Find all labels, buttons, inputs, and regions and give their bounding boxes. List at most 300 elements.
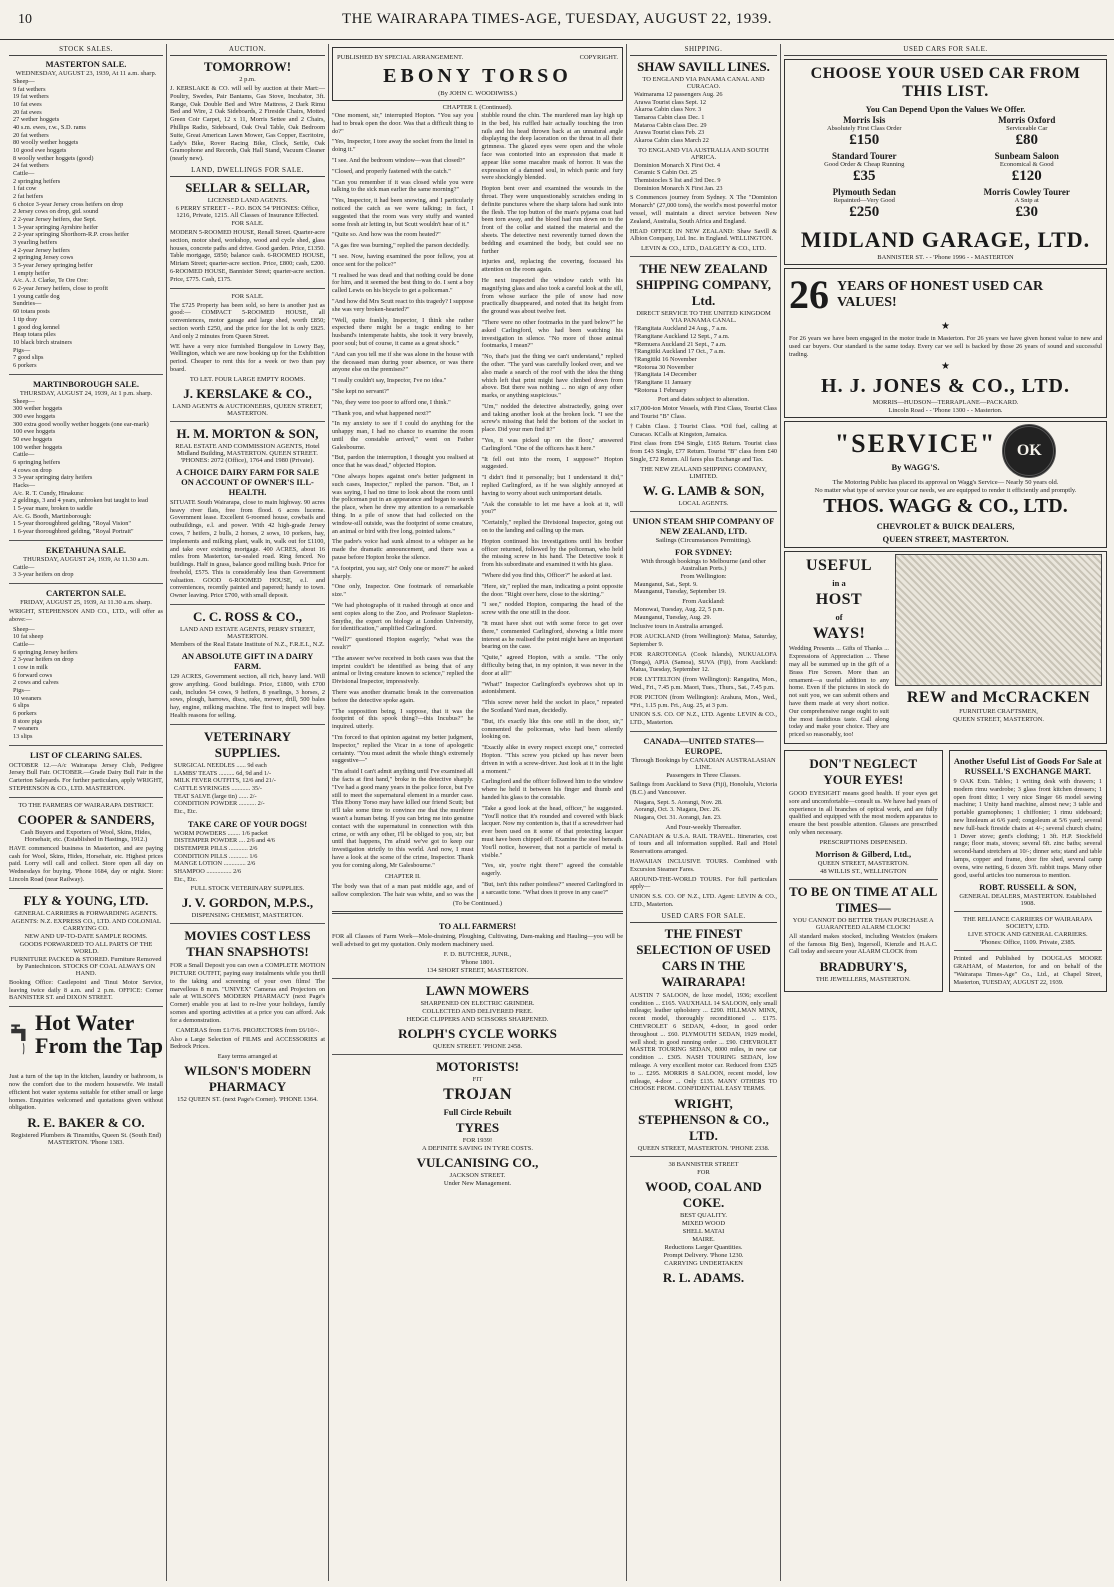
sailing-row: Waimarama 12 passengers Aug. 26 <box>634 91 723 98</box>
column-stock-sales <box>6 44 166 1581</box>
jones-title: H. J. JONES & CO., LTD. <box>821 375 1070 398</box>
nz-fares: First class from £94 Single, £165 Return. Tourist class from £43 Single, £77 Return. Tourist "B" class from £40 Single, £72 Return. All fares plus Exchange and Tax. <box>630 440 777 463</box>
list-item: 2 fat heifers <box>13 193 44 201</box>
list-item: 1 good dog kennel <box>13 323 60 331</box>
story-end: (To be Continued.) <box>452 900 503 908</box>
story-paragraph: "But, it's exactly like this one still in the door, sir," commented the policeman, who had been silently looking on. <box>481 717 623 741</box>
rew-title: REW and McCRACKEN <box>906 689 1091 707</box>
list-item: 2 2-year Jersey heifers, due Sept. <box>13 216 97 224</box>
nz-vessels: x17,000-ton Motor Vessels, with First Class, Tourist Class and Tourist "B" Class. <box>630 405 777 421</box>
list-item: 1 young cattle dog <box>13 292 60 300</box>
canada-sailings <box>634 799 777 822</box>
story-paragraph: "Exactly alike in every respect except one," corrected Hopton. "This screw you picked up has never been driven in with a screw-driver. Just look at it in the light a moment." <box>481 744 623 775</box>
sailing-row: Arawa Tourist class Sept. 12 <box>634 98 707 106</box>
car-description: Economical & Good <box>999 161 1054 168</box>
nz-sailings <box>634 325 777 394</box>
column-serial-story <box>328 44 626 1581</box>
car-item <box>789 187 940 221</box>
carterton-sale-date: FRIDAY, AUGUST 25, 1939, At 11.30 a.m. sharp. <box>20 598 152 606</box>
farmers-text: FOR all Classes of Farm Work—Mole-draining, Ploughing, Cultivating, Dam-making and Hauling—you will be well advised to get my quotation. Only modern machinery used. <box>332 933 623 949</box>
tomorrow-time: 2 p.m. <box>239 76 256 83</box>
story-paragraph: Carlingford and the officer followed him to the window where he held it between his finger and thumb and handed his glass to the constable. <box>481 778 623 801</box>
list-item: SURGICAL NEEDLES ...... 9d each <box>174 761 267 769</box>
car-item <box>789 115 940 149</box>
list-item: Heap totara piles <box>13 331 56 339</box>
list-item: 300 extra good woolly wether hoggets (one ear-mark) <box>13 420 149 428</box>
section-header: SHIPPING. <box>630 44 777 56</box>
story-paragraph: "But, pardon the interruption, I thought you realised at once that he was dead," objected Hopton. <box>332 454 474 470</box>
story-paragraph: "No, that's just the thing we can't understand," replied the other. "The yard was carefully looked over, and we also made a search of the roof with the idea the thing which left that print might have climbed down from above. But there was nothing ... no sign of any other marks, or anything suspicious." <box>481 353 623 400</box>
story-paragraph: "I see. Now, having examined the poor fellow, you at once sent for the police?" <box>332 252 474 268</box>
list-item: Etc., Etc. <box>174 875 198 883</box>
list-item: 50 ewe hoggets <box>13 435 53 443</box>
motorists-fit: FIT <box>472 1075 483 1083</box>
sailing-row: Arawa Tourist class Feb. 23 <box>634 129 705 137</box>
fly-agents: AGENTS: N.Z. EXPRESS CO., LTD. AND COLONIAL CARRYING CO. <box>11 917 161 932</box>
auckland-from: From Auckland: <box>682 598 725 606</box>
section-header: USED CARS FOR SALE. <box>784 44 1107 56</box>
eyes-firm: Morrison & Gilberd, Ltd., <box>815 848 912 859</box>
story-paragraph: "And how did Mrs Scutt react to this tragedy? I suppose she was very broken-hearted?" <box>332 297 474 313</box>
wright-sub: QUEEN STREET, MASTERTON. 'PHONE 2338. <box>637 1145 770 1153</box>
list-item: 3 3-year springing dairy heifers <box>13 474 93 482</box>
russell-title: Another Useful List of Goods For Sale at RUSSELL'S EXCHANGE MART. <box>953 755 1102 776</box>
tyres-for: FOR 1939! <box>462 1136 493 1144</box>
list-item: 3 5-year Jersey springing heifer <box>13 262 93 270</box>
story-paragraph: "The answer we've received in both cases was that the imprint couldn't be identified as being that of any animal or living creature known to science," replied the Divisional Inspector, impressively. <box>332 654 474 686</box>
adams-name: R. L. ADAMS. <box>662 1270 745 1286</box>
story-paragraph: "One always hopes against one's better judgment in such cases, Inspector," replied the parson. "But, as I was saying, I had no time to look about the room until the policeman put in an appearance and began to search the place, when he drew my attention to a remarkable thing. In a pile of snow that had collected on the window-sill outside, was the footprint of some creature, an animal or bird with five long, pointed talons." <box>332 473 474 535</box>
trojan-title: TROJAN <box>443 1085 512 1103</box>
copyright-note: COPYRIGHT. <box>579 54 618 61</box>
sailing-row: †Rangitata 14 December <box>634 371 697 379</box>
list-item: 4 cows on drop <box>13 466 52 474</box>
story-body <box>332 112 623 899</box>
nz-cabin: †Cabin Class. ‡Tourist Class. *Oil fuel, calling at Curacao. KCalls at Kingston, Jamaica. <box>630 422 777 438</box>
jones-years: 26 <box>789 272 829 317</box>
list-item: A/c. R. T. Cundy, Hinakura: <box>13 489 84 497</box>
story-paragraph: "I really couldn't say, Inspector, I've no idea." <box>332 377 447 385</box>
list-item: 8 store pigs <box>13 717 43 725</box>
list-item: A/c. A. J. Clarke, Te Ore Ore: <box>13 277 88 285</box>
time-title: TO BE ON TIME AT ALL TIMES— <box>789 883 938 915</box>
sydney-title: FOR SYDNEY: <box>674 546 733 557</box>
choose-title: CHOOSE YOUR USED CAR FROM THIS LIST. <box>810 65 1081 100</box>
car-item <box>789 151 940 185</box>
movies-text: FOR a Small Deposit you can own a COMPLETE MOTION PICTURE OUTFIT, paying easy instalments while you thrill to the taking and screening of your own films! The marvellous 8 m.m. "UNIVEX" Cameras and Projectors on sale at WILSON'S MODERN PHARMACY (next Page's Corner) enable you at last to re-live your holidays, family scenes and sporting activities at a price you can afford. Ask for a demonstration. <box>170 962 325 1024</box>
shaw-sub: TO ENGLAND VIA PANAMA CANAL AND CURACAO. <box>642 76 765 90</box>
cooper-title: COOPER & SANDERS, <box>17 811 155 827</box>
list-item: Sheep— <box>13 78 35 85</box>
useful-host: HOST <box>815 591 863 609</box>
vulcanising-sub: JACKSON STREET. <box>449 1171 506 1179</box>
finest-text: AUSTIN 7 SALOON, de luxe model, 1936; excellent condition ... £165. VAUXHALL 14 SALOON, only small mileage; leather upholstery ... £290. HILLMAN MINX, recent model, thoroughly reconditioned ... £175. CHEVROLET 6 SEDAN, 4-door, in good order throughout ... £60. PLYMOUTH SEDAN, 1929 model, well shod; in good running order ... £90. CHEVROLET MASTER TOURING SEDAN, 8000 miles, in new car condition ... £305. NASH TOURING SEDAN, low mileage. A very excellent motor car. Reduced from £325 to ... £295. MORRIS 8 SALOON, recent model, low mileage, 4-door ... Only £135. MANY OTHERS TO CHOOSE FROM. CONFIDENTIAL EASY TERMS. <box>630 991 777 1093</box>
adams-reductions: Reductions Larger Quantities. <box>664 1244 743 1252</box>
mowers-collect: COLLECTED AND DELIVERED FREE. <box>422 1007 533 1015</box>
car-price: £150 <box>849 132 880 148</box>
fire-screen-image <box>895 554 1102 686</box>
story-paragraph: "I didn't find it personally; but I understand it did," replied Carlingford, as if he was slightly annoyed at having to worry about such unimportant details. <box>481 474 623 497</box>
page-number: 10 <box>18 11 32 27</box>
list-item: A/c. G. Booth, Martinborough: <box>13 512 92 520</box>
list-item: CONDITION POWDER ........... 2/- <box>174 800 265 808</box>
story-byline: (By JOHN C. WOODIWISS.) <box>438 90 517 97</box>
rarotonga-text: FOR RAROTONGA (Cook Islands), NUKUALOFA (Tonga), APIA (Samoa), SUVA (Fiji), from Auckland: Matua, Tuesday, September 12. <box>630 650 777 674</box>
adams-for: FOR <box>697 1169 710 1177</box>
car-list <box>789 115 1102 221</box>
rolph-sub: QUEEN STREET. 'PHONE 2458. <box>432 1042 523 1050</box>
mowers-hedge: HEDGE CLIPPERS AND SCISSORS SHARPENED. <box>406 1015 549 1023</box>
sailing-row: Maunganui, Tuesday, September 19. <box>634 588 726 596</box>
story-paragraph: "No, they were too poor to afford one, I think." <box>332 398 451 406</box>
russell-ad <box>949 750 1108 992</box>
imprint: Printed and Published by DOUGLAS MOORE GRAHAM, of Masterton, for and on behalf of the "Wairarapa Times-Age" Co., Ltd., at Chapel Street, Masterton, TUESDAY, AUGUST 22, 1939. <box>953 955 1102 986</box>
eketahuna-sale-title: EKETAHUNA SALE. <box>45 544 127 555</box>
car-description: Good Order & Cheap Running <box>824 161 905 168</box>
gordon-title: J. V. GORDON, M.P.S., <box>181 895 314 911</box>
list-item: Sundries— <box>13 300 42 308</box>
car-name: Sunbeam Saloon <box>994 151 1059 161</box>
list-item: 20 fat wethers <box>13 131 49 139</box>
car-name: Morris Isis <box>843 115 886 125</box>
martinborough-sale-list <box>13 398 163 536</box>
list-item: 6 springing heifers <box>13 458 61 466</box>
lamb-sub: LOCAL AGENTS. <box>678 499 729 507</box>
morton-sub: REAL ESTATE AND COMMISSION AGENTS, Hotel Midland Building, MASTERTON. QUEEN STREET. 'PHONES: 2072 (Office), 1764 and 1980 (Private). <box>175 442 320 464</box>
kerslake-title: J. KERSLAKE & CO., <box>183 385 312 401</box>
story-header-box <box>332 47 623 101</box>
jones-ad <box>784 268 1107 418</box>
guaranteed-ok-icon: OK <box>1002 424 1056 478</box>
lyttelton-text: FOR LYTTELTON (from Wellington): Rangatira, Mon., Wed., Fri., 7.45 p.m. Maori, Tues., Thurs., Sat., 7.45 p.m. <box>630 676 777 692</box>
jones-text: For 26 years we have been engaged in the motor trade in Masterton. For 26 years we have given honest value to new and used car buyers. Our standard is the same today. Every car we sell is backed by those 26 years of sound and successful trading. <box>789 335 1102 358</box>
carriers-title: THE RELIANCE CARRIERS OF WAIRARAPA SOCIETY, LTD. <box>963 916 1093 931</box>
story-paragraph: Hopton continued his investigations until his brother officer returned, followed by the policeman, who held the missing screw in his hand. The Detective took it from his subordinate and examined it with his glass. <box>481 537 623 569</box>
eyes-ad <box>784 750 943 992</box>
story-paragraph: "One only, Inspector. One footmark of remarkable size." <box>332 583 474 599</box>
car-price: £250 <box>849 204 880 220</box>
list-item: MANGE LOTION .............. 2/6 <box>174 860 256 868</box>
list-item: 300 ewe hoggets <box>13 412 56 420</box>
list-item: 10 good ewe hoggets <box>13 147 67 155</box>
canada-pass: Passengers in Three Classes. <box>666 772 741 780</box>
list-item: 6 forward cows <box>13 671 53 679</box>
story-paragraph: "Take a good look at the head, officer," he suggested. "You'll notice that it's rounded and covered with black lacquer. Now my contention is, that if a screwdriver had ever been used on it some of that protecting lacquer must have been chipped off. Examine the steel beneath. You'll notice, however, that not a particle of metal is visible." <box>481 804 623 859</box>
story-paragraph: "She kept no servant?" <box>332 387 390 395</box>
motorists-title: MOTORISTS! <box>436 1058 519 1074</box>
list-item: 2 springing Jersey cows <box>13 254 74 262</box>
sydney-sailings <box>634 581 777 596</box>
sailing-row: †Rangitiki Auckland 17 Oct., 7 a.m. <box>634 348 726 356</box>
wilson-sub: 152 QUEEN ST. (next Page's Corner). 'PHONE 1364. <box>177 1096 318 1104</box>
story-paragraph: "We had photographs of it rushed through at once and sent copies along to the Zoo, and Professor Stapleton-Smythe, the expert on biology at London University, for identification," amplified Carlingford. <box>332 602 474 633</box>
eketahuna-sale-date: THURSDAY, AUGUST 24, 1939, At 11.30 a.m. <box>23 555 149 563</box>
wright-title: WRIGHT, STEPHENSON & CO., LTD. <box>638 1096 769 1144</box>
wagg-sub: CHEVROLET & BUICK DEALERS, <box>876 521 1015 532</box>
story-paragraph: "I see. And the bedroom window—was that closed?" <box>332 156 466 164</box>
list-item: Pigs— <box>13 346 31 354</box>
story-paragraph: "In my anxiety to see if I could do anything for the unhappy man, I had no chance to examine the room until the constable arrived," went on Father Galesbourne. <box>332 420 474 451</box>
usedcars-section-header: USED CARS FOR SALE. <box>630 911 777 923</box>
list-item: 6 springing Jersey heifers <box>13 648 78 656</box>
list-item: 7 good slips <box>13 354 44 362</box>
farmers-title: TO ALL FARMERS! <box>438 921 517 932</box>
story-paragraph: "I'm afraid I can't admit anything until I've examined all the facts at first hand," broke in the detective sharply. "I've had a good many years in the police force, but I've still to meet the supernatural element in a murder case. This Ebony Torso may have killed our friend Scutt; but it'll take some time to convince me that the murderer wasn't a human being. If you can bring me into genuine contact with the supernatural in connection with this crime, or with any other, I'll be obliged to you, sir; but until that happens, I'm afraid we've got to keep our investigation strictly to this world. And now, I must have a look at the scene of the crime, Inspector. Thank you for coming along, Mr Galesbourne." <box>332 768 474 869</box>
list-item: LAMBS' TEATS .......... 6d, 9d and 1/- <box>174 769 272 777</box>
list-item: 6 choice 3-year Jersey cross heifers on drop <box>13 200 124 208</box>
sailing-row: *Rotorua 1 February <box>634 386 687 394</box>
car-description: A Snip at <box>1014 197 1039 204</box>
sailing-row: Monowai, Tuesday, Aug. 22, 5 p.m. <box>634 606 725 614</box>
carriers-phone: 'Phones: Office, 1109. Private, 2385. <box>980 939 1076 947</box>
column-shipping <box>626 44 780 1581</box>
eyes-text: GOOD EYESIGHT means good health. If your eyes get sore and uncomfortable—consult us. We have had years of experience in all branches of optical work, and are fully qualified and equipped with the most modern apparatus to ensure the best possible attention. Glasses are prescribed only when necessary. <box>789 789 938 836</box>
time-text2: All standard makes stocked, including Westclox (makers of the famous Big Ben), Ingersoll, Kienzle and H.A.C. Call today and secure your ALARM CLOCK from <box>789 932 938 956</box>
list-item: CATTLE SYRINGES ............ 35/- <box>174 784 262 792</box>
car-item <box>952 187 1103 221</box>
column-used-cars <box>780 44 1110 1581</box>
story-paragraph: "A footprint, you say, sir? Only one or more?" he asked sharply. <box>332 564 474 580</box>
carterton-intro: WRIGHT, STEPHENSON AND CO., LTD., will offer as above:— <box>9 607 163 623</box>
list-item: Cattle— <box>13 563 35 571</box>
canada-sail: Sailings from Auckland to Suva (Fiji), Honolulu, Victoria (B.C.) and Vancouver. <box>630 781 777 796</box>
list-item: 7 weaners <box>13 725 39 733</box>
time-firm: BRADBURY'S, <box>819 959 907 975</box>
wagg-ad <box>784 421 1107 548</box>
story-paragraph: "Certainly," replied the Divisional Inspector, going out on to the landing and calling up the man. <box>481 519 623 535</box>
list-item: 40 s.m. ewes, r.w., S.D. rams <box>13 124 86 132</box>
service-text: The Motoring Public has placed its approval on Wagg's Service— Nearly 50 years old. <box>832 479 1059 487</box>
story-paragraph: "I'm forced to that opinion against my better judgment, Inspector," replied the Vicar in a tone of apologetic certainty. "You must admit the whole thing's extremely suggestive—" <box>332 733 474 765</box>
sailing-row: Dominion Monarch X First Jan. 23 <box>634 184 723 192</box>
story-paragraph: "Where did you find this, Officer?" he asked at last. <box>481 572 612 580</box>
morton-text: SITUATE South Wairarapa, close to main highway. 90 acres heavy river flats, free from flood. 6 acres lucerne. Government lease. Excellent 6-roomed house, cowbails and outbuildings, e.l. and power. With 42 high-grade Jersey cows, 7 heifers, 2 bulls, 2 horses, 2 sows, 10 porkers, hay, implements and milking plant, walk in, walk out for £1100, and take over existing mortgage. 400 ACRES, about 16 miles from Masterton, tar-sealed road. Ring fenced. No buildings. Half in grass, balance good milling bush. Price for freehold, £575. This is considerably less than Government valuation. GOOD 6-ROOMED HOUSE, e.l. and conveniences, recently painted and papered; handy to town. Owner leaving. Price £700, with small deposit. <box>170 498 325 600</box>
russell-sub: GENERAL DEALERS, MASTERTON. Established 1908. <box>959 893 1097 908</box>
canada-rail: CANADIAN & U.S.A. RAIL TRAVEL. Itineraries, cost of tours and all information supplied. Rail and Hotel Reservations arranged. <box>630 832 777 856</box>
wilson-title: WILSON'S MODERN PHARMACY <box>184 1063 311 1095</box>
sellar-forsale: FOR SALE. <box>231 219 264 227</box>
story-paragraph: "One moment, sir," interrupted Hopton. "You say you had to break open the door. Was that a difficult thing to do?" <box>332 112 474 135</box>
list-item: 3 3-year heifers on drop <box>13 571 74 579</box>
list-item: 10 fat sheep <box>13 633 44 641</box>
car-price: £35 <box>853 168 876 184</box>
movies-prices: CAMERAS from £1/7/6. PROJECTORS from £6/10/-. <box>175 1026 320 1034</box>
time-sub: THE JEWELLERS, MASTERTON. <box>815 976 911 984</box>
story-paragraph: "Yes, Inspector, I tore away the socket from the lintel in doing it." <box>332 138 474 154</box>
martinborough-sale-title: MARTINBOROUGH SALE. <box>33 378 139 389</box>
baker-sub: Registered Plumbers & Tinsmiths, Queen St. (South End) MASTERTON. 'Phone 1383. <box>10 1132 162 1147</box>
car-description: Serviceable Car <box>1006 125 1048 132</box>
list-item: 60 totara posts <box>13 308 50 316</box>
chapter-heading: CHAPTER I. (Continued). <box>442 104 513 111</box>
auckland-sailings <box>634 606 777 621</box>
list-item: WORM POWDERS ........ 1/6 packet <box>174 829 268 837</box>
cooper-to: TO THE FARMERS OF WAIRARAPA DISTRICT. <box>18 801 154 809</box>
sailing-row: Niagara, Oct. 31. Aorangi, Jan. 23. <box>634 813 722 821</box>
tomorrow-title: TOMORROW! <box>203 59 292 74</box>
tomorrow-text: J. KERSLAKE & CO. will sell by auction at their Mart:— Poultry, Swedes, Pair Bantams, Gas Stove, Incubator, 3ft. Range, Oak Double Bed and Wire Mattress, 2 Dark Rimu Bed and Wire, 2 Oak Sideboards, 2 Fireside Chairs, Motted Green Coir Carpet, 12 x 11, Morris Settee and 2 Chairs, Phillips Radio, Sideboard, Oak Oval Table, Oak Bedroom Suite, Great American Lawn Mower, Gas Copper, Escritoire, Lady's Bike, Rover Racing Bike, Clock, Settle, Oak Gramophone and Records, Oak Hall Stand, Vacuum Cleaner (nearly new). <box>170 85 325 163</box>
trojan-sub: Full Circle Rebuilt <box>443 1106 512 1117</box>
fly-sub: GENERAL CARRIERS & FORWARDING AGENTS. <box>14 909 158 917</box>
list-item: 1 cow in milk <box>13 663 48 671</box>
story-paragraph: "It must have shot out with some force to get over there," commented Carlingford, showing a little more interest as he realised the point might have an important bearing on the case. <box>481 620 623 651</box>
mowers-title: LAWN MOWERS <box>426 982 529 998</box>
story-paragraph: "What!" Inspector Carlingford's eyebrows shot up in astonishment. <box>481 680 623 696</box>
ross-sub: LAND AND ESTATE AGENTS, PERRY STREET, MASTERTON. <box>179 626 316 641</box>
sellar-text: MODERN 5-ROOMED HOUSE, Renall Street. Quarter-acre section, motor shed, workshop, wood and cycle shed, glass houses, concrete paths and drive. Good garden. Price, £1350. Table mortgage, £850; balance cash. 6-ROOMED HOUSE, Miriam Street; quarter-acre section. Price, £800; cash, £200. 6-ROOMED HOUSE, Bannister Street; quarter-acre section. Price, £775. Cash, £175. <box>170 228 325 283</box>
fly-furniture: FURNITURE PACKED & STORED. Furniture Removed by Pantechnicon. STOCKS OF COAL ALWAYS ON HAND. <box>10 955 162 977</box>
story-paragraph: CHAPTER II. <box>384 872 421 880</box>
story-paragraph: "A gas fire was burning," replied the parson decidedly. <box>332 242 470 250</box>
story-paragraph: "Ask the constable to let me have a look at it, will you?" <box>481 500 623 516</box>
nz-company: THE NEW ZEALAND SHIPPING COMPANY, LIMITED. <box>640 465 767 480</box>
dog-list <box>174 830 325 884</box>
time-text: YOU CANNOT DO BETTER THAN PURCHASE A GUARANTEED ALARM CLOCK! <box>792 916 934 931</box>
cooper-sub: Cash Buyers and Exporters of Wool, Skins, Hides, Horsehair, etc. (Established in Hastings, 1912.) <box>20 828 152 843</box>
vulcanising-mgmt: Under New Management. <box>443 1179 512 1187</box>
list-item: Etc., Etc. <box>174 807 198 815</box>
useful-ways: WAYS! <box>812 625 866 643</box>
adams-carrying: CARRYING UNDERTAKEN <box>664 1260 743 1268</box>
tolet: TO LET. FOUR LARGE EMPTY ROOMS. <box>189 375 306 383</box>
nz-note: Port and dates subject to alteration. <box>657 396 750 404</box>
list-item: Pigs— <box>13 686 31 694</box>
sailing-row: Akaroa Cabin class Nov. 3 <box>634 106 702 114</box>
rew-address: QUEEN STREET, MASTERTON. <box>952 716 1045 724</box>
story-paragraph: "Well?" questioned Hopton eagerly; "what was the result?" <box>332 636 474 652</box>
sydney-sub: With through bookings to Melbourne (and other Australian Ports.) <box>640 557 767 572</box>
sailing-row: †Rangitane 11 January <box>634 378 692 386</box>
list-item: DISTEMPER POWDER .... 2/6 and 4/6 <box>174 837 275 845</box>
hawaiian-text: HAWAIIAN INCLUSIVE TOURS. Combined with Excursion Steamer Fares. <box>630 858 777 873</box>
tyres-saving: A DEFINITE SAVING IN TYRE COSTS. <box>422 1144 533 1152</box>
russell-firm: ROBT. RUSSELL & SON, <box>979 882 1077 893</box>
shaw-sailings <box>634 91 777 145</box>
list-item: 100 wether hoggets <box>13 443 63 451</box>
canada-title: CANADA—UNITED STATES—EUROPE. <box>643 736 764 757</box>
story-paragraph: There was another dramatic break in the conversation before the detective spoke again. <box>332 689 474 704</box>
land-section-header: LAND, DWELLINGS FOR SALE. <box>170 165 325 177</box>
list-item: 20 fat ewes <box>13 108 42 116</box>
masterton-sale-list <box>13 78 163 370</box>
butcher-name: F. D. BUTCHER, JUNR., <box>443 950 512 958</box>
shaw-note: S Commences journey from Sydney. X The "Dominion Monarch" (27,000 tons), the world's most powerful motor vessel, will maintain a direct service between New Zealand, Australia, South Africa and England. <box>630 194 777 225</box>
eketahuna-sale-list <box>13 564 163 579</box>
list-item: 4 2-year Jersey heifers <box>13 246 70 254</box>
list-item: 80 woolly wether hoggets <box>13 139 79 147</box>
rar-head: FOR AUCKLAND (from Wellington): Matua, Saturday, September 9. <box>630 633 777 649</box>
published-note: PUBLISHED BY SPECIAL ARRANGEMENT. <box>337 54 464 61</box>
newspaper-title: THE WAIRARAPA TIMES-AGE, TUESDAY, AUGUST 22, 1939. <box>341 11 773 27</box>
story-paragraph: "I realised he was dead and that nothing could be done for him, and it seemed the best thing to do. I sent a boy called Lewis on his bicycle to get a policeman." <box>332 271 474 295</box>
masterton-sale-title: MASTERTON SALE. <box>45 59 127 69</box>
section-header: AUCTION. <box>170 44 325 56</box>
fly-goods: GOODS FORWARDED TO ALL PARTS OF THE WORLD. <box>19 940 153 955</box>
shaw-office: HEAD OFFICE IN NEW ZEALAND: Shaw Savill & Albion Company, Ltd. Inc. in England. WELLINGTON. <box>630 227 777 243</box>
sailing-row: Themistocles S list and 3rd Dec. 9 <box>634 177 721 185</box>
star-icon: ★ <box>941 361 950 373</box>
story-paragraph: Hopton bent over and examined the wounds in the throat. They were unquestionably scratches ending in definite punctures where the sharp talons had sunk into the flesh. The top button of the man's pyjama coat had been torn away, and the blood had run down on to the front of the collar and stained the material and the sheets. The detective next reverently turned down the bedding and examined the body, but could see no further <box>481 185 623 255</box>
hot-water-ad <box>9 1011 163 1071</box>
list-item: 1 fat cow <box>13 185 37 193</box>
story-paragraph: "Um," nodded the detective abstractedly, going over and taking another look at the broken lock. "I see the screw's missing that held the bottom of the socket in place. Did your men find it?" <box>481 402 623 434</box>
tyres: TYRES <box>455 1119 500 1135</box>
list-item: 1 5-year thoroughbred gelding, "Royal Vision" <box>13 520 131 528</box>
story-paragraph: "Yes, it was picked up on the floor," answered Carlingford. "One of the officers has it here." <box>481 437 623 452</box>
kerslake-sub: LAND AGENTS & AUCTIONEERS, QUEEN STREET, MASTERTON. <box>172 402 323 417</box>
story-paragraph: "And can you tell me if she was alone in the house with the deceased man during your absence, or was there anyone else on the premises?" <box>332 350 474 374</box>
vet-title: VETERINARY SUPPLIES. <box>204 728 291 760</box>
car-name: Morris Oxford <box>998 115 1056 125</box>
list-item: 1 3-year springing Ayrshire heifer <box>13 223 99 231</box>
adams-title: WOOD, COAL AND COKE. <box>645 1179 762 1211</box>
sailing-row: *Rotorua 30 November <box>634 363 694 371</box>
sailing-row: †Rangitiki 16 November <box>634 355 697 363</box>
adams-maire: MAIRE. <box>692 1236 715 1244</box>
carterton-sale-list <box>13 626 163 741</box>
midland-sub: BANNISTER ST. - - 'Phone 1996 - - MASTERTON <box>877 254 1014 261</box>
car-item <box>952 151 1103 185</box>
list-item: 27 wether hoggets <box>13 116 60 124</box>
lamb-title: W. G. LAMB & SON, <box>642 482 765 498</box>
rew-ad <box>784 551 1107 744</box>
fly-booking: Booking Office: Castlepoint and Tinui Motor Service, leaving twice daily 8 a.m. and 2 p.m. OFFICE: Corner BANNISTER ST. and DIXON STREET. <box>9 978 163 1002</box>
service-by: By WAGG'S. <box>891 462 940 473</box>
car-price: £120 <box>1011 168 1042 184</box>
list-item: 10 weaners <box>13 694 42 702</box>
list-item: 6 slips <box>13 702 30 710</box>
ross-members: Members of the Real Estate Institute of N.Z., F.R.E.I., N.Z. <box>170 641 325 649</box>
list-item: 2 cows and calves <box>13 679 59 687</box>
hot-water-text: Just a turn of the tap in the kitchen, laundry or bathroom, is now the comfort due to the modern housewife. We install efficient hot water systems suitable for either small or large homes. Enquiries welcomed and quotations given without obligation. <box>9 1073 163 1112</box>
movies-terms: Easy terms arranged at <box>217 1053 278 1061</box>
shaw-agents: LEVIN & CO., LTD., DALGETY & CO., LTD. <box>641 245 766 253</box>
sailing-row: Maunganui, Tuesday, Aug. 29. <box>634 613 712 621</box>
list-item: 10 black birch strainers <box>13 338 72 346</box>
eyes-title: DON'T NEGLECT YOUR EYES! <box>809 755 918 787</box>
story-paragraph: "Well, quite frankly, Inspector, I think she rather expected there might be a tragic ending to her husband's intemperate habits, she took it very bravely, poor soul; but of course, it came as a great shock." <box>332 316 474 347</box>
clearing-sales-title: LIST OF CLEARING SALES. <box>30 749 142 760</box>
union-sub: Sailings (Circumstances Permitting). <box>655 536 752 544</box>
list-item: 3 yearling heifers <box>13 239 58 247</box>
section-header: STOCK SALES. <box>9 44 163 56</box>
list-item: 2 3-year heifers on drop <box>13 656 74 664</box>
shaw-aus: TO ENGLAND VIA AUSTRALIA AND SOUTH AFRICA. <box>638 146 769 161</box>
service-text2: No matter what type of service your car needs, we are equipped to render it efficiently and promptly. <box>814 487 1077 495</box>
hot-water-title: Hot Water From the Tap <box>35 1010 163 1059</box>
forsale2-text: The £725 Property has been sold, so here is another just as good:— COMPACT 5-ROOMED HOUSE, all conveniences, motor garage and large shed, worth £850; section worth £250, and the price for the lot is only £825. And only 2 minutes from Queen Street. <box>170 301 325 340</box>
list-item: 100 ewe hoggets <box>13 428 56 436</box>
dogs-title: TAKE CARE OF YOUR DOGS! <box>187 818 308 829</box>
useful-title: USEFUL <box>805 557 873 575</box>
eyes-rx: PRESCRIPTIONS DISPENSED. <box>819 838 907 846</box>
list-item: 6 2-year Jersey heifers, close to profit <box>13 285 108 293</box>
car-description: Absolutely First Class Order <box>826 125 902 132</box>
list-item: SHAMPOO ................ 2/6 <box>174 867 242 875</box>
vet-list <box>174 762 325 816</box>
list-item: 1 empty heifer <box>13 269 50 277</box>
masthead <box>0 0 1114 40</box>
sailing-row: Dominion Monarch X First Oct. 4 <box>634 161 721 169</box>
jones-makes: MORRIS—HUDSON—TERRAPLANE—PACKARD. <box>872 399 1019 407</box>
story-paragraph: "Here, sir," replied the man, indicating a point opposite the door. "Right over here, close to the skirting." <box>481 582 623 598</box>
list-item: DISTEMPER PILLS ............ 2/6 <box>174 844 258 852</box>
shaw-title: SHAW SAVILL LINES. <box>637 59 770 74</box>
story-paragraph: "Quite," agreed Hopton, with a smile. "The only difficulty being that, in my opinion, it was never in the door at all!" <box>481 654 623 677</box>
list-item: TEAT SALVE (large tin) ...... 2/- <box>174 792 257 800</box>
vet-full: FULL STOCK VETERINARY SUPPLIES. <box>190 885 305 893</box>
butcher-phone: 'Phone 1801. <box>460 958 495 966</box>
